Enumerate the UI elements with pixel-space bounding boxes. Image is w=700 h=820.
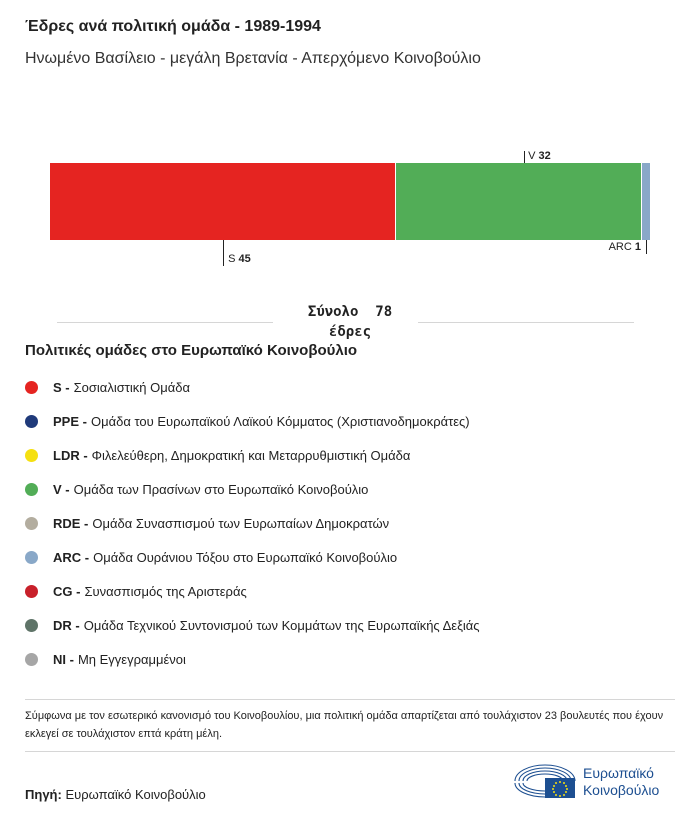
source-line — [25, 787, 206, 802]
total-value: 78 — [375, 304, 393, 320]
legend-name: Φιλελεύθερη, Δημοκρατική και Μεταρρυθμιστική Ομάδα — [91, 447, 411, 463]
legend-dot-icon — [25, 381, 38, 394]
legend-dot-icon — [25, 619, 38, 632]
total-divider-right — [418, 322, 634, 323]
legend-abbr: S - — [53, 379, 70, 395]
bar-segment-arc — [642, 163, 650, 240]
legend-abbr: RDE - — [53, 515, 89, 531]
legend-item-ldr — [25, 438, 480, 472]
legend-dot-icon — [25, 449, 38, 462]
logo-line-1: Ευρωπαϊκό — [583, 765, 654, 781]
legend-name: Ομάδα Ουράνιου Τόξου στο Ευρωπαϊκό Κοινοβούλιο — [93, 549, 398, 565]
data-label-category-arc: ARC — [608, 241, 635, 253]
note-divider-bottom — [25, 751, 675, 752]
legend-dot-icon — [25, 551, 38, 564]
legend-abbr: CG - — [53, 583, 81, 599]
total-divider-left — [57, 322, 273, 323]
legend-item-v — [25, 472, 480, 506]
logo-line-2: Κοινοβούλιο — [583, 782, 660, 798]
logo-text — [583, 765, 659, 799]
legend-item-rde — [25, 506, 480, 540]
legend-item-dr — [25, 608, 480, 642]
data-label-v — [528, 150, 551, 162]
footnote: Σύμφωνα με τον εσωτερικό κανονισμό του Κοινοβουλίου, μια πολιτική ομάδα απαρτίζεται από τουλάχιστον 23 βουλευτές που έχουν εκλεγεί σε τουλάχιστον επτά κράτη μέλη. — [25, 710, 664, 740]
legend-name: Ομάδα των Πρασίνων στο Ευρωπαϊκό Κοινοβούλιο — [73, 481, 369, 497]
data-label-category-v: V — [528, 150, 539, 162]
european-parliament-logo — [513, 761, 678, 801]
legend-name: Ομάδα Συνασπισμού των Ευρωπαίων Δημοκρατών — [92, 515, 390, 531]
legend-name: Ομάδα του Ευρωπαϊκού Λαϊκού Κόμματος (Χριστιανοδημοκράτες) — [90, 413, 470, 429]
source-label: Πηγή: — [25, 787, 62, 802]
legend-dot-icon — [25, 483, 38, 496]
legend-item-ppe — [25, 404, 480, 438]
legend-item-cg — [25, 574, 480, 608]
legend-abbr: ARC - — [53, 549, 90, 565]
legend-name: Σοσιαλιστική Ομάδα — [73, 379, 190, 395]
legend-name: Μη Εγγεγραμμένοι — [77, 651, 186, 667]
chart-title: Έδρες ανά πολιτική ομάδα - 1989-1994 — [25, 18, 321, 35]
data-label-s — [228, 253, 251, 265]
data-label-value-arc: 1 — [634, 241, 641, 253]
total-label: Σύνολο — [307, 304, 359, 320]
legend-title: Πολιτικές ομάδες στο Ευρωπαϊκό Κοινοβούλιο — [25, 342, 358, 359]
legend-dot-icon — [25, 653, 38, 666]
total-unit: έδρες — [328, 324, 372, 340]
label-tick-arc — [646, 240, 647, 254]
legend-abbr: DR - — [53, 617, 80, 633]
legend-name: Συνασπισμός της Αριστεράς — [84, 583, 247, 599]
legend-dot-icon — [25, 517, 38, 530]
data-label-arc — [609, 241, 641, 253]
source-value: Ευρωπαϊκό Κοινοβούλιο — [65, 787, 206, 802]
data-label-value-v: 32 — [538, 150, 551, 162]
data-label-value-s: 45 — [238, 253, 251, 265]
legend-name: Ομάδα Τεχνικού Συντονισμού των Κομμάτων της Ευρωπαϊκής Δεξιάς — [83, 617, 480, 633]
note-divider-top — [25, 699, 675, 700]
legend-abbr: V - — [53, 481, 70, 497]
legend-dot-icon — [25, 415, 38, 428]
legend-abbr: LDR - — [53, 447, 88, 463]
legend-dot-icon — [25, 585, 38, 598]
legend-abbr: NI - — [53, 651, 74, 667]
legend-abbr: PPE - — [53, 413, 87, 429]
legend — [25, 370, 480, 676]
legend-item-arc — [25, 540, 480, 574]
data-label-category-s: S — [228, 253, 239, 265]
label-tick-s — [223, 240, 224, 266]
total-seats — [300, 302, 400, 342]
bar-segment-v — [396, 163, 641, 240]
bar-segment-s — [50, 163, 395, 240]
label-tick-v — [524, 151, 525, 163]
legend-item-ni — [25, 642, 480, 676]
legend-item-s — [25, 370, 480, 404]
stacked-bar — [50, 150, 650, 265]
chart-subtitle: Ηνωμένο Βασίλειο - μεγάλη Βρετανία - Απερχόμενο Κοινοβούλιο — [25, 50, 481, 67]
parliament-emblem-icon — [513, 761, 577, 801]
